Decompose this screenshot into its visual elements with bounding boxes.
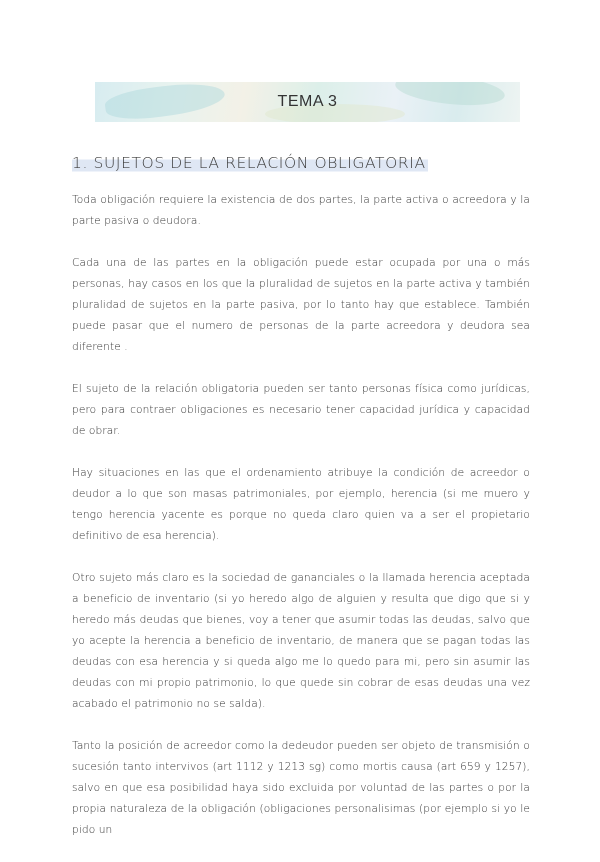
body-text <box>72 190 530 862</box>
paragraph: Tanto la posición de acreedor como la dedeudor pueden ser objeto de transmisión o sucesión tanto intervivos (art 1112 y 1213 sg) como mortis causa (art 659 y 1257), salvo en que esa posibilidad haya sido excluida por voluntad de las partes o por la propia naturaleza de la obligación (obligaciones personalisimas (por ejemplo si yo le pido un <box>72 740 530 836</box>
paragraph: Otro sujeto más claro es la sociedad de gananciales o la llamada herencia aceptada a beneficio de inventario (si yo heredo algo de alguien y resulta que digo que si y heredo más deudas que bienes, voy a tener que asumir todas las deudas, salvo que yo acepte la herencia a beneficio de inventario, de manera que se pagan todas las deudas con esa herencia y si queda algo me lo quedo para mi, pero sin asumir las deudas con mi propio patrimonio, lo que quede sin cobrar de esas deudas una vez acabado el patrimonio no se salda). <box>72 572 530 710</box>
paragraph: Cada una de las partes en la obligación puede estar ocupada por una o más personas, hay casos en los que la pluralidad de sujetos en la parte activa y también pluralidad de sujetos en la parte pasiva, por lo tanto hay que establece. También puede pasar que el numero de personas de la parte acreedora y deudora sea diferente . <box>72 257 530 353</box>
section-heading: 1. SUJETOS DE LA RELACIÓN OBLIGATORIA <box>72 154 426 172</box>
title-banner <box>95 82 520 122</box>
paragraph: Hay situaciones en las que el ordenamiento atribuye la condición de acreedor o deudor a lo que son masas patrimoniales, por ejemplo, herencia (si me muero y tengo herencia yacente es porque no queda claro quien va a ser el propietario definitivo de esa herencia). <box>72 467 530 542</box>
paragraph: Toda obligación requiere la existencia de dos partes, la parte activa o acreedora y la parte pasiva o deudora. <box>72 194 530 227</box>
paragraph: El sujeto de la relación obligatoria pueden ser tanto personas física como jurídicas, pero para contraer obligaciones es necesario tener capacidad jurídica y capacidad de obrar. <box>72 383 530 437</box>
page-title: TEMA 3 <box>277 93 338 110</box>
